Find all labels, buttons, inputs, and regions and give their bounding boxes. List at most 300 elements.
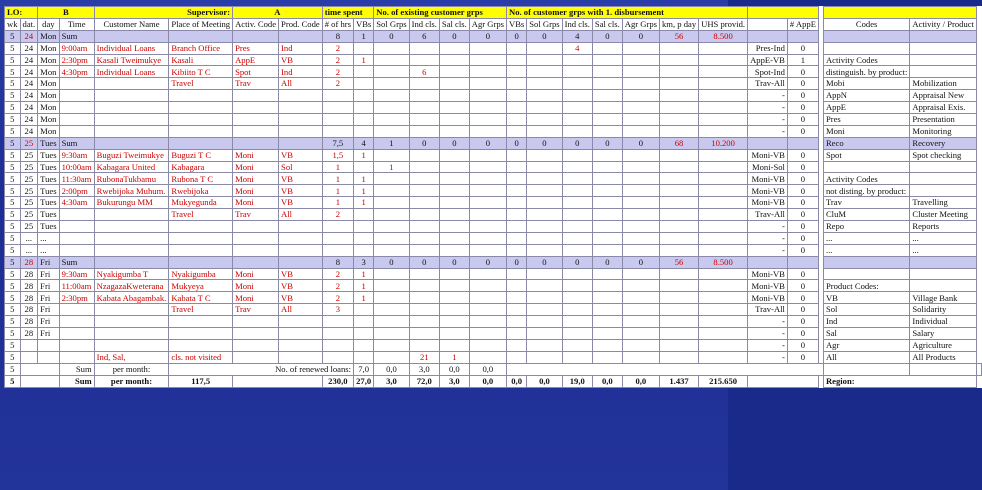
table-cell: Solidarity xyxy=(910,304,977,316)
table-cell: Sol xyxy=(823,304,909,316)
table-cell xyxy=(233,244,279,256)
table-cell: 1 xyxy=(322,161,353,173)
table-row xyxy=(5,280,982,292)
table-cell xyxy=(592,78,622,90)
table-cell: Mobi xyxy=(823,78,909,90)
table-cell xyxy=(659,185,698,197)
table-cell xyxy=(94,102,169,114)
table-cell: 0 xyxy=(469,137,506,149)
table-cell xyxy=(622,244,659,256)
table-row xyxy=(5,149,982,161)
table-cell: 0 xyxy=(787,221,818,233)
table-cell: 25 xyxy=(20,209,38,221)
table-cell: Tues xyxy=(38,137,59,149)
table-cell xyxy=(562,232,592,244)
table-cell xyxy=(622,209,659,221)
table-cell: 2:00pm xyxy=(59,185,94,197)
uhs-total: 215.650 xyxy=(699,375,748,387)
table-cell xyxy=(562,351,592,363)
group-total: 19,0 xyxy=(562,375,592,387)
table-cell xyxy=(233,221,279,233)
table-cell xyxy=(469,42,506,54)
table-cell xyxy=(622,268,659,280)
table-cell: ... xyxy=(823,244,909,256)
table-cell xyxy=(439,232,469,244)
table-cell: 1 xyxy=(374,137,409,149)
table-cell xyxy=(910,256,977,268)
footer-label: per month: xyxy=(94,375,169,387)
table-cell xyxy=(59,328,94,340)
table-cell xyxy=(592,351,622,363)
table-cell: Moni xyxy=(233,197,279,209)
table-cell xyxy=(699,209,748,221)
table-cell xyxy=(562,339,592,351)
table-row xyxy=(5,244,982,256)
table-cell xyxy=(469,268,506,280)
table-cell xyxy=(469,292,506,304)
table-cell xyxy=(622,221,659,233)
table-cell: Moni-VB xyxy=(748,197,788,209)
table-cell xyxy=(409,304,439,316)
table-cell xyxy=(409,78,439,90)
group-total: 72,0 xyxy=(409,375,439,387)
table-cell xyxy=(659,161,698,173)
table-cell xyxy=(353,102,373,114)
table-cell xyxy=(353,78,373,90)
table-cell xyxy=(94,90,169,102)
column-header: Prod. Code xyxy=(279,18,323,30)
table-row xyxy=(5,292,982,304)
table-cell xyxy=(659,232,698,244)
table-cell: Mukyeya xyxy=(169,280,233,292)
table-cell: Individual xyxy=(910,316,977,328)
table-cell xyxy=(748,137,788,149)
table-cell: 1 xyxy=(353,149,373,161)
table-cell: Buguzi T C xyxy=(169,149,233,161)
table-cell xyxy=(527,351,562,363)
table-cell: - xyxy=(748,339,788,351)
table-cell: 8 xyxy=(322,256,353,268)
table-cell xyxy=(592,304,622,316)
table-cell: Mon xyxy=(38,54,59,66)
table-cell xyxy=(233,30,279,42)
table-cell xyxy=(374,185,409,197)
table-cell xyxy=(699,339,748,351)
table-cell: - xyxy=(748,125,788,137)
table-cell: 5 xyxy=(5,292,21,304)
table-cell xyxy=(469,102,506,114)
table-cell: 0 xyxy=(787,292,818,304)
table-cell: Appraisal Exis. xyxy=(910,102,977,114)
table-cell xyxy=(279,30,323,42)
table-cell xyxy=(659,54,698,66)
table-cell xyxy=(279,232,323,244)
table-cell: - xyxy=(748,90,788,102)
table-cell xyxy=(94,209,169,221)
table-cell: 0 xyxy=(469,256,506,268)
table-cell: 1 xyxy=(439,351,469,363)
day-summary-row xyxy=(5,137,982,149)
table-cell: Buguzi Tweimukye xyxy=(94,149,169,161)
table-cell xyxy=(439,185,469,197)
table-cell xyxy=(659,221,698,233)
spacer xyxy=(20,375,59,387)
table-cell xyxy=(592,268,622,280)
table-cell xyxy=(622,197,659,209)
table-cell: 5 xyxy=(5,209,21,221)
table-cell: All xyxy=(279,209,323,221)
table-cell xyxy=(659,209,698,221)
table-cell: 0 xyxy=(787,197,818,209)
table-cell xyxy=(374,78,409,90)
table-cell: 5 xyxy=(5,351,21,363)
table-cell: 5 xyxy=(5,328,21,340)
table-cell: Kabata Abagambak. xyxy=(94,292,169,304)
table-cell: Kabagara xyxy=(169,161,233,173)
table-cell xyxy=(469,54,506,66)
table-cell xyxy=(622,42,659,54)
table-cell xyxy=(439,66,469,78)
table-cell xyxy=(353,328,373,340)
table-cell: 28 xyxy=(20,268,38,280)
table-cell xyxy=(279,125,323,137)
table-cell: Kasali xyxy=(169,54,233,66)
table-cell xyxy=(374,339,409,351)
table-cell xyxy=(506,351,526,363)
column-header: Sal cls. xyxy=(592,18,622,30)
table-cell xyxy=(169,125,233,137)
table-cell xyxy=(659,280,698,292)
table-cell: 0 xyxy=(787,328,818,340)
table-cell: not disting. by product: xyxy=(823,185,909,197)
spacer xyxy=(20,363,59,375)
table-cell: 25 xyxy=(20,149,38,161)
table-cell xyxy=(659,292,698,304)
table-cell xyxy=(59,125,94,137)
table-cell xyxy=(322,232,353,244)
table-cell: 25 xyxy=(20,185,38,197)
table-cell xyxy=(622,328,659,340)
table-cell xyxy=(562,221,592,233)
table-cell: Branch Office xyxy=(169,42,233,54)
table-cell xyxy=(439,78,469,90)
table-cell: 24 xyxy=(20,90,38,102)
table-cell xyxy=(622,292,659,304)
column-header: Agr Grps xyxy=(469,18,506,30)
renewed-value: 0,0 xyxy=(374,363,409,375)
table-cell xyxy=(374,221,409,233)
table-cell xyxy=(169,339,233,351)
table-cell xyxy=(279,137,323,149)
table-cell: 5 xyxy=(5,90,21,102)
table-cell: Product Codes: xyxy=(823,280,909,292)
column-header xyxy=(748,18,788,30)
table-cell xyxy=(592,316,622,328)
table-cell xyxy=(353,244,373,256)
table-cell xyxy=(699,304,748,316)
renewed-label: No. of renewed loans: xyxy=(169,363,354,375)
table-cell: Fri xyxy=(38,328,59,340)
table-cell xyxy=(910,173,977,185)
table-cell xyxy=(622,161,659,173)
table-cell xyxy=(469,78,506,90)
column-header: Ind cls. xyxy=(562,18,592,30)
table-cell xyxy=(699,280,748,292)
group-total: 0,0 xyxy=(622,375,659,387)
table-cell: 5 xyxy=(5,102,21,114)
table-row xyxy=(5,328,982,340)
table-cell xyxy=(562,149,592,161)
table-cell: 5 xyxy=(5,185,21,197)
table-cell: Nyakigumba T xyxy=(94,268,169,280)
group-total: 3,0 xyxy=(374,375,409,387)
table-cell xyxy=(622,114,659,126)
table-cell xyxy=(506,173,526,185)
table-cell xyxy=(622,316,659,328)
table-cell: 0 xyxy=(787,173,818,185)
table-cell: Kibiito T C xyxy=(169,66,233,78)
table-cell: - xyxy=(748,221,788,233)
table-cell: Travel xyxy=(169,304,233,316)
renewed-loans-row xyxy=(5,363,982,375)
table-cell xyxy=(787,256,818,268)
table-cell: Fri xyxy=(38,280,59,292)
table-cell: Tues xyxy=(38,161,59,173)
table-cell: 4:30am xyxy=(59,197,94,209)
hours-total: 230,0 xyxy=(322,375,353,387)
table-cell xyxy=(592,185,622,197)
table-cell xyxy=(562,209,592,221)
table-cell: Mon xyxy=(38,125,59,137)
table-cell xyxy=(592,280,622,292)
table-cell xyxy=(374,292,409,304)
table-cell xyxy=(506,197,526,209)
table-cell xyxy=(439,328,469,340)
table-cell xyxy=(409,185,439,197)
table-cell xyxy=(94,339,169,351)
column-header: Activ. Code xyxy=(233,18,279,30)
table-cell xyxy=(527,292,562,304)
table-cell xyxy=(506,280,526,292)
table-cell xyxy=(562,78,592,90)
table-cell: 4 xyxy=(562,42,592,54)
table-row xyxy=(5,90,982,102)
table-cell: 5 xyxy=(5,66,21,78)
table-cell: Trav xyxy=(233,209,279,221)
table-cell xyxy=(622,304,659,316)
table-cell xyxy=(374,268,409,280)
table-cell: Moni-VB xyxy=(748,268,788,280)
table-cell xyxy=(699,221,748,233)
table-cell: 0 xyxy=(787,78,818,90)
table-cell: Kabagara United xyxy=(94,161,169,173)
table-cell: 9:30am xyxy=(59,149,94,161)
column-header: Agr Grps xyxy=(622,18,659,30)
table-cell: Tues xyxy=(38,149,59,161)
table-cell: 2 xyxy=(322,268,353,280)
table-cell xyxy=(527,221,562,233)
table-cell: Appraisal New xyxy=(910,90,977,102)
table-cell: Travel xyxy=(169,209,233,221)
table-cell xyxy=(527,90,562,102)
table-cell: Kasali Tweimukye xyxy=(94,54,169,66)
table-cell: Moni-VB xyxy=(748,185,788,197)
table-cell: Spot xyxy=(823,149,909,161)
km-total: 1.437 xyxy=(659,375,698,387)
table-cell: All xyxy=(279,304,323,316)
table-cell: Tues xyxy=(38,185,59,197)
table-cell: Activity Codes xyxy=(823,173,909,185)
table-cell xyxy=(506,66,526,78)
table-cell xyxy=(439,268,469,280)
table-cell xyxy=(279,328,323,340)
table-cell xyxy=(469,316,506,328)
table-cell xyxy=(94,78,169,90)
table-cell xyxy=(506,185,526,197)
table-cell: Ind xyxy=(279,42,323,54)
table-cell xyxy=(527,232,562,244)
table-cell xyxy=(374,173,409,185)
table-cell xyxy=(409,125,439,137)
table-cell xyxy=(562,292,592,304)
table-cell: ... xyxy=(823,232,909,244)
table-cell xyxy=(562,66,592,78)
table-cell: 9:00am xyxy=(59,42,94,54)
table-cell xyxy=(169,244,233,256)
table-cell xyxy=(20,339,38,351)
table-cell: Individual Loans xyxy=(94,42,169,54)
table-cell xyxy=(699,328,748,340)
table-cell xyxy=(439,316,469,328)
table-cell: 5 xyxy=(5,268,21,280)
table-cell: Fri xyxy=(38,256,59,268)
table-cell xyxy=(374,54,409,66)
table-cell xyxy=(910,30,977,42)
table-cell: Moni xyxy=(233,292,279,304)
table-cell: 0 xyxy=(409,256,439,268)
table-cell: 8 xyxy=(322,30,353,42)
table-cell: 28 xyxy=(20,280,38,292)
table-cell xyxy=(94,221,169,233)
table-cell xyxy=(659,66,698,78)
table-cell: 25 xyxy=(20,161,38,173)
table-row xyxy=(5,114,982,126)
table-cell xyxy=(409,328,439,340)
table-cell: 7,5 xyxy=(322,137,353,149)
table-cell: 0 xyxy=(787,102,818,114)
table-cell: distinguish. by product: xyxy=(823,66,909,78)
table-cell xyxy=(38,339,59,351)
table-cell: 25 xyxy=(20,173,38,185)
table-cell xyxy=(699,78,748,90)
table-cell: 0 xyxy=(506,30,526,42)
table-cell xyxy=(527,316,562,328)
table-cell: 56 xyxy=(659,30,698,42)
table-cell xyxy=(59,78,94,90)
table-cell xyxy=(409,114,439,126)
column-header: Sal cls. xyxy=(439,18,469,30)
activity-spreadsheet xyxy=(4,6,982,388)
table-cell xyxy=(322,328,353,340)
table-cell: 1 xyxy=(353,30,373,42)
table-cell: - xyxy=(748,316,788,328)
table-cell: VB xyxy=(279,149,323,161)
table-cell: 28 xyxy=(20,292,38,304)
table-cell xyxy=(322,221,353,233)
hours-subtotal: 117,5 xyxy=(169,375,233,387)
table-cell xyxy=(592,161,622,173)
supervisor-label: Supervisor: xyxy=(94,7,232,19)
table-cell xyxy=(94,30,169,42)
table-cell xyxy=(169,90,233,102)
table-cell xyxy=(527,268,562,280)
table-cell xyxy=(169,114,233,126)
table-cell: VB xyxy=(823,292,909,304)
table-cell xyxy=(409,339,439,351)
table-cell xyxy=(506,221,526,233)
table-cell xyxy=(659,328,698,340)
table-cell: 0 xyxy=(622,256,659,268)
region-label: Region: xyxy=(823,375,976,387)
table-cell xyxy=(659,173,698,185)
table-cell: 2 xyxy=(322,209,353,221)
table-cell xyxy=(748,256,788,268)
table-cell: 0 xyxy=(787,268,818,280)
table-cell xyxy=(374,280,409,292)
table-cell: cls. not visited xyxy=(169,351,233,363)
table-cell: Agr xyxy=(823,339,909,351)
table-cell xyxy=(169,30,233,42)
table-cell: Moni xyxy=(233,173,279,185)
table-cell xyxy=(562,161,592,173)
renewed-value: 7,0 xyxy=(353,363,373,375)
table-cell xyxy=(659,316,698,328)
table-cell: 0 xyxy=(787,280,818,292)
table-cell xyxy=(622,90,659,102)
table-cell: 0 xyxy=(469,30,506,42)
table-cell xyxy=(94,304,169,316)
table-cell xyxy=(374,149,409,161)
column-header: Activity / Product xyxy=(910,18,977,30)
table-cell: Trav xyxy=(233,304,279,316)
table-cell: AppE xyxy=(823,102,909,114)
table-cell xyxy=(592,197,622,209)
table-cell: 5 xyxy=(5,244,21,256)
table-cell: Kabata T C xyxy=(169,292,233,304)
table-cell xyxy=(439,221,469,233)
table-cell xyxy=(353,232,373,244)
column-header: # of hrs xyxy=(322,18,353,30)
table-cell: ... xyxy=(20,244,38,256)
table-cell: 5 xyxy=(5,304,21,316)
table-cell: 28 xyxy=(20,304,38,316)
spacer xyxy=(506,363,823,375)
table-cell xyxy=(699,268,748,280)
spacer xyxy=(748,375,819,387)
table-cell: 0 xyxy=(787,351,818,363)
table-cell: 21 xyxy=(409,351,439,363)
table-cell: Fri xyxy=(38,304,59,316)
table-cell xyxy=(469,161,506,173)
table-cell xyxy=(469,185,506,197)
table-cell: 0 xyxy=(787,114,818,126)
column-header: # AppE xyxy=(787,18,818,30)
table-cell xyxy=(622,54,659,66)
table-cell: 6 xyxy=(409,30,439,42)
table-cell xyxy=(527,185,562,197)
table-cell: 25 xyxy=(20,221,38,233)
table-cell xyxy=(353,125,373,137)
